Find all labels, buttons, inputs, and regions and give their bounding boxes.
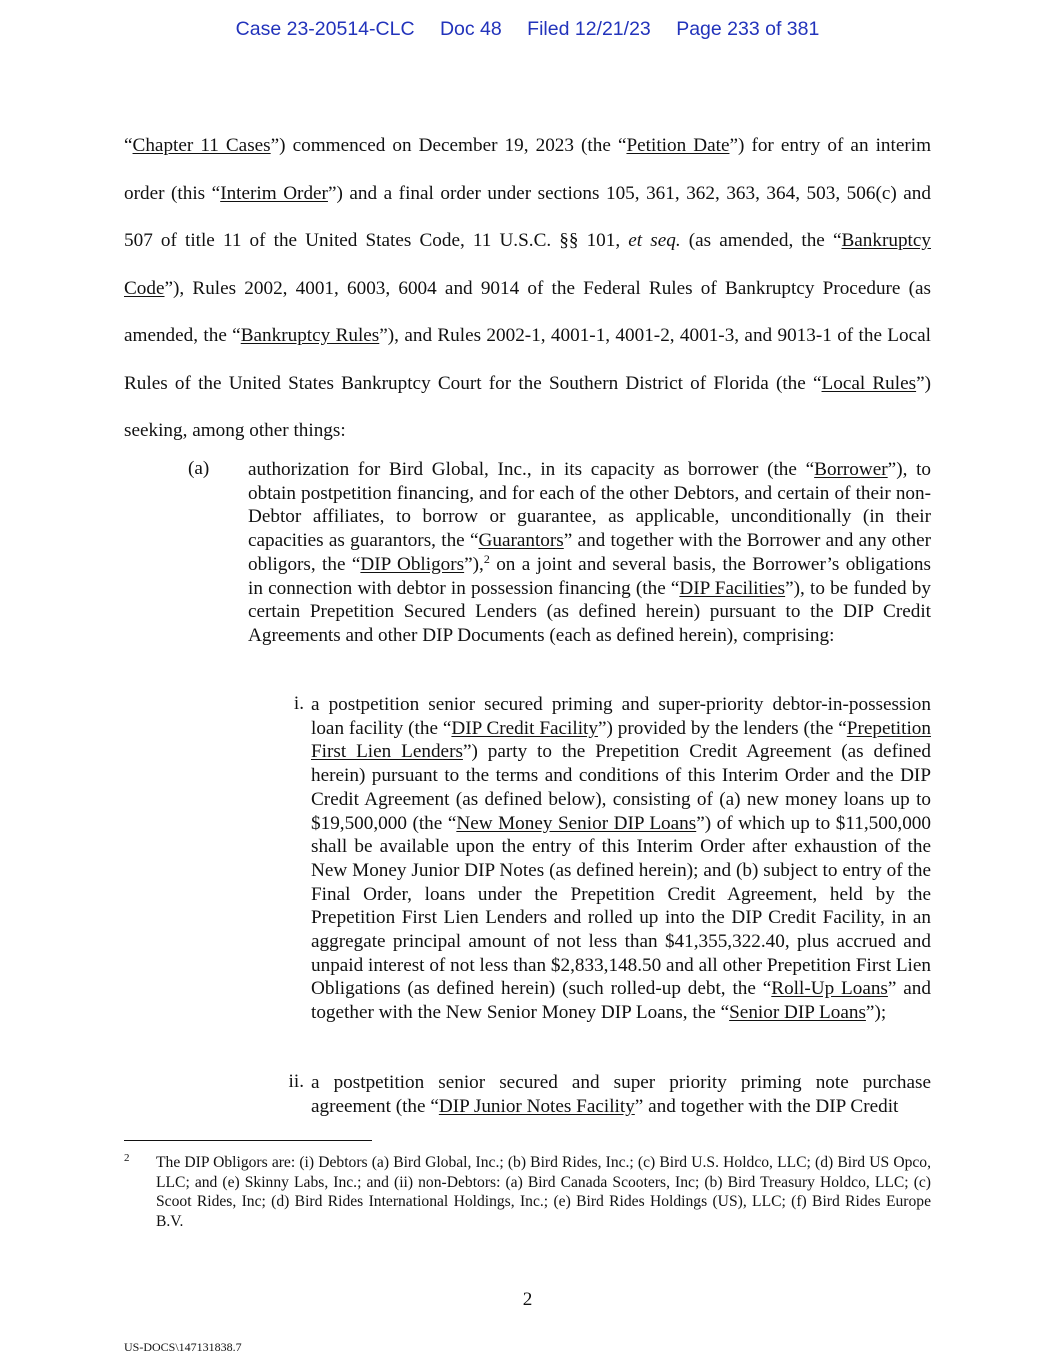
defined-term-dip-junior-notes-facility: DIP Junior Notes Facility xyxy=(438,1095,635,1117)
item-i-paragraph: a postpetition senior secured priming and super-priority debtor-in-possession loan facility (the “DIP Credit Facility”) provided by the lenders (the “Prepetition First Lien Lenders”) party to the Prepetition Credit Agreement (as defined herein) pursuant to the terms and conditions of this Interim Order and the DIP Credit Agreement (as defined below), consisting of (a) new money loans up to $19,500,000 (the “New Money Senior DIP Loans”) of which up to $11,500,000 shall be available upon the entry of this Interim Order after exhaustion of the New Money Junior DIP Notes (as defined herein); and (b) subject to entry of the Final Order, loans under the Prepetition Credit Agreement, held by the Prepetition First Lien Lenders and rolled up into the DIP Credit Facility, in an aggregate principal amount of not less than $41,355,322.40, plus accrued and unpaid interest of not less than $2,833,148.50 and all other Prepetition First Lien Obligations (as defined herein) (such rolled-up debt, the “Roll-Up Loans” and together with the New Senior Money DIP Loans, the “Senior DIP Loans”); xyxy=(311,694,931,1024)
page-number: 2 xyxy=(522,1289,533,1310)
item-i-label: i. xyxy=(293,693,304,714)
defined-term-dip-credit-facility: DIP Credit Facility xyxy=(451,717,598,739)
case-number: Case 23-20514-CLC xyxy=(235,18,415,40)
court-filing-header xyxy=(0,18,1055,41)
defined-term-dip-obligors: DIP Obligors xyxy=(360,553,465,575)
doc-number: Doc 48 xyxy=(439,18,502,40)
defined-term-bankruptcy-code: Bankruptcy Code xyxy=(124,230,931,299)
defined-term-dip-facilities: DIP Facilities xyxy=(679,577,786,599)
footnote-text: The DIP Obligors are: (i) Debtors (a) Bird Global, Inc.; (b) Bird Rides, Inc.; (c) Bird U.S. Holdco, LLC; (d) Bird US Opco, LLC; and (e) Skinny Labs, Inc.; and (ii) non-Debtors: (a) Bird Canada Scooters, Inc; (b) Bird Treasury Holdco, LLC; (c) Scoot Rides, Inc; (d) Bird Rides International Holdings, Inc.; (e) Bird Rides Holdings (US), LLC; (f) Bird Rides Europe B.V. xyxy=(156,1154,931,1230)
footnote-divider xyxy=(124,1140,372,1141)
filed-date: Filed 12/21/23 xyxy=(527,18,651,40)
defined-term-bankruptcy-rules: Bankruptcy Rules xyxy=(240,325,380,346)
defined-term-new-money-senior-dip-loans: New Money Senior DIP Loans xyxy=(456,812,697,834)
item-a-label: (a) xyxy=(188,458,210,479)
item-a-paragraph: authorization for Bird Global, Inc., in its capacity as borrower (the “Borrower”), to obtain postpetition financing, and for each of the other Debtors, and certain of their non-Debtor affiliates, to borrow or guarantee, as applicable, unconditionally (in their capacities as guarantors, the “Guarantors” and together with the Borrower and any other obligors, the “DIP Obligors”),$^2$ on a joint and several basis, the Borrower’s obligations in connection with debtor in possession financing (the “DIP Facilities”), to be funded by certain Prepetition Secured Lenders (as defined herein) pursuant to the DIP Credit Agreements and other DIP Documents (each as defined herein), comprising: xyxy=(248,459,932,646)
footnote-number: 2 xyxy=(124,1152,130,1164)
defined-term-senior-dip-loans: Senior DIP Loans xyxy=(729,1002,866,1024)
document-id: US-DOCS\147131838.7 xyxy=(124,1340,242,1354)
item-ii-paragraph: a postpetition senior secured and super priority priming note purchase agreement (the “DIP Junior Notes Facility” and together with the DIP Credit xyxy=(311,1072,931,1117)
defined-term-roll-up-loans: Roll-Up Loans xyxy=(771,978,888,1000)
defined-term-chapter-11-cases: Chapter 11 Cases xyxy=(132,135,271,156)
body-paragraph: “Chapter 11 Cases”) commenced on December 19, 2023 (the “Petition Date”) for entry of an interim order (this “Interim Order”) and a final order under sections 105, 361, 362, 363, 364, 503, 506(c) and 507 of title 11 of the United States Code, 11 U.S.C. §§ 101, et seq. (as amended, the “Bankruptcy Code”), Rules 2002, 4001, 6003, 6004 and 9014 of the Federal Rules of Bankruptcy Procedure (as amended, the “Bankruptcy Rules”), and Rules 2002-1, 4001-1, 4001-2, 4001-3, and 9013-1 of the Local Rules of the United States Bankruptcy Court for the Southern District of Florida (the “Local Rules”) seeking, among other things: xyxy=(124,135,932,441)
italic-et-seq: et seq. xyxy=(628,230,681,251)
defined-term-petition-date: Petition Date xyxy=(626,135,730,156)
defined-term-borrower: Borrower xyxy=(814,459,888,480)
footnote-reference[interactable]: 2 xyxy=(483,551,490,566)
defined-term-guarantors: Guarantors xyxy=(478,530,564,552)
page-count: Page 233 of 381 xyxy=(676,18,820,40)
defined-term-local-rules: Local Rules xyxy=(821,372,917,394)
defined-term-interim-order: Interim Order xyxy=(220,182,328,204)
defined-term-prepetition-first-lien-lenders: Prepetition First Lien Lenders xyxy=(311,717,931,763)
item-ii-label: ii. xyxy=(288,1071,304,1092)
